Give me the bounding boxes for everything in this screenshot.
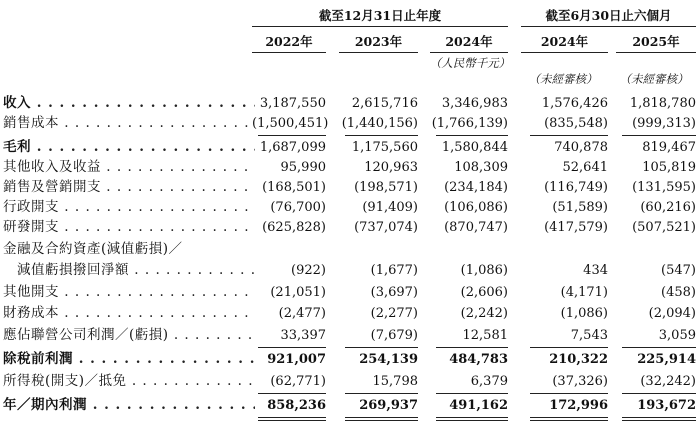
- cell-2024: 484,783: [449, 352, 508, 367]
- cell-2022: 3,187,550: [259, 96, 326, 111]
- year-2022: 2022年: [252, 32, 326, 53]
- row-label: 其他開支 . . .: [3, 283, 255, 302]
- total-double-rule: [622, 417, 696, 421]
- cell-h1-2025: (458): [661, 285, 696, 300]
- unaudited-note-2025: （未經審核）: [619, 72, 689, 86]
- cell-2023: 120,963: [364, 160, 418, 175]
- table-row-cost-of-sales: [0, 114, 700, 133]
- cell-h1-2024: 740,878: [554, 140, 608, 155]
- unaudited-note-2024: （未經審核）: [528, 72, 598, 86]
- row-label: 減值虧損撥回淨額 . . .: [3, 261, 255, 280]
- table-row-rnd-expenses: [0, 218, 700, 237]
- cell-h1-2024: 210,322: [549, 352, 608, 367]
- cell-h1-2024: 7,543: [570, 328, 608, 343]
- cell-h1-2024: 172,996: [549, 398, 608, 413]
- cell-2022: (76,700): [270, 200, 326, 215]
- cell-2022: 921,007: [267, 352, 326, 367]
- cell-h1-2024: 52,641: [562, 160, 608, 175]
- table-row-profit-before-tax: [0, 350, 700, 369]
- cell-h1-2024: (51,589): [552, 200, 608, 215]
- row-label: 其他收入及收益 . . .: [3, 158, 255, 177]
- row-label: 年／期內利潤 . . .: [3, 396, 255, 415]
- cell-2023: (7,679): [370, 328, 418, 343]
- cell-2022: (62,771): [270, 374, 326, 389]
- cell-h1-2025: 225,914: [637, 352, 696, 367]
- cell-h1-2024: (4,171): [560, 285, 608, 300]
- cell-h1-2025: (507,521): [632, 220, 696, 235]
- cell-2023: (737,074): [354, 220, 418, 235]
- subtotal-rule: [530, 393, 608, 394]
- cell-2022: (922): [291, 263, 326, 278]
- row-label: 銷售成本 . . .: [3, 114, 255, 133]
- cell-2024: 108,309: [454, 160, 508, 175]
- row-label: 毛利 . . .: [3, 138, 255, 157]
- subtotal-rule: [258, 347, 326, 348]
- table-row-other-expenses: [0, 283, 700, 302]
- cell-2023: (3,697): [370, 285, 418, 300]
- cell-2023: 254,139: [359, 352, 418, 367]
- subtotal-rule: [530, 135, 608, 136]
- table-row-profit-for-period: [0, 396, 700, 415]
- cell-2022: (21,051): [270, 285, 326, 300]
- cell-2022: (2,477): [278, 306, 326, 321]
- cell-2024: 3,346,983: [441, 96, 508, 111]
- period-2024: 2024年: [521, 32, 608, 53]
- table-row-impairment-net: [0, 261, 700, 280]
- cell-2022: (1,500,451): [252, 116, 329, 131]
- cell-2023: (1,440,156): [341, 116, 418, 131]
- cell-2023: 269,937: [359, 398, 418, 413]
- cell-2024: (1,766,139): [431, 116, 508, 131]
- cell-2023: (1,677): [370, 263, 418, 278]
- cell-2022: (625,828): [262, 220, 326, 235]
- subtotal-rule: [622, 347, 696, 348]
- table-row-income-tax: [0, 372, 700, 391]
- currency-note: （人民幣千元）: [429, 56, 511, 70]
- cell-h1-2024: (37,326): [552, 374, 608, 389]
- cell-2023: (91,409): [362, 200, 418, 215]
- cell-h1-2024: (116,749): [544, 180, 608, 195]
- table-row-impairment-heading: [0, 240, 700, 259]
- cell-2024: 491,162: [449, 398, 508, 413]
- subtotal-rule: [345, 347, 418, 348]
- table-row-selling-expenses: [0, 178, 700, 197]
- cell-h1-2025: 193,672: [637, 398, 696, 413]
- cell-2022: 33,397: [280, 328, 326, 343]
- total-double-rule: [345, 417, 418, 421]
- row-label: 應佔聯營公司利潤／(虧損) . . .: [3, 326, 255, 345]
- cell-2023: 15,798: [372, 374, 418, 389]
- cell-2022: 95,990: [280, 160, 326, 175]
- table-row-admin-expenses: [0, 198, 700, 217]
- cell-2022: (168,501): [262, 180, 326, 195]
- cell-h1-2025: (60,216): [640, 200, 696, 215]
- cell-h1-2025: 1,818,780: [629, 96, 696, 111]
- row-label: 銷售及營銷開支 . . .: [3, 178, 255, 197]
- cell-h1-2024: (835,548): [544, 116, 608, 131]
- subtotal-rule: [436, 347, 508, 348]
- cell-h1-2024: 1,576,426: [541, 96, 608, 111]
- cell-2024: (234,184): [444, 180, 508, 195]
- cell-2023: 2,615,716: [351, 96, 418, 111]
- row-label: 金融及合約資產(減值虧損)／: [3, 241, 183, 257]
- row-label: 收入 . . .: [3, 94, 255, 113]
- subtotal-rule: [436, 393, 508, 394]
- table-row-share-of-associates: [0, 326, 700, 345]
- row-label: 所得稅(開支)／抵免 . . .: [3, 372, 255, 391]
- cell-h1-2025: 3,059: [658, 328, 696, 343]
- cell-2024: (2,606): [460, 285, 508, 300]
- cell-h1-2025: 819,467: [642, 140, 696, 155]
- subtotal-rule: [530, 347, 608, 348]
- table-row-other-income: [0, 158, 700, 177]
- period-2025: 2025年: [616, 32, 696, 53]
- table-row-gross-profit: [0, 138, 700, 157]
- row-label: 財務成本 . . .: [3, 304, 255, 323]
- subtotal-rule: [345, 135, 418, 136]
- cell-2024: (1,086): [460, 263, 508, 278]
- header-six-months: 截至6月30日止六個月: [521, 6, 696, 27]
- cell-h1-2024: 434: [583, 263, 608, 278]
- subtotal-rule: [345, 393, 418, 394]
- cell-h1-2025: (999,313): [632, 116, 696, 131]
- total-double-rule: [258, 417, 326, 421]
- subtotal-rule: [622, 135, 696, 136]
- total-double-rule: [436, 417, 508, 421]
- cell-2024: 6,379: [470, 374, 508, 389]
- cell-2022: 1,687,099: [259, 140, 326, 155]
- subtotal-rule: [622, 393, 696, 394]
- cell-h1-2025: 105,819: [642, 160, 696, 175]
- cell-h1-2025: (32,242): [640, 374, 696, 389]
- row-label: 研發開支 . . .: [3, 218, 255, 237]
- cell-2023: 1,175,560: [351, 140, 418, 155]
- year-2024: 2024年: [430, 32, 508, 53]
- cell-2024: 12,581: [462, 328, 508, 343]
- cell-h1-2024: (417,579): [544, 220, 608, 235]
- cell-h1-2025: (131,595): [632, 180, 696, 195]
- table-row-revenue: [0, 94, 700, 113]
- cell-h1-2025: (2,094): [648, 306, 696, 321]
- subtotal-rule: [258, 135, 326, 136]
- year-2023: 2023年: [339, 32, 418, 53]
- row-label: 行政開支 . . .: [3, 198, 255, 217]
- cell-h1-2025: (547): [661, 263, 696, 278]
- cell-2023: (2,277): [370, 306, 418, 321]
- cell-2024: (870,747): [444, 220, 508, 235]
- row-label: 除稅前利潤 . . .: [3, 350, 255, 369]
- cell-2024: (2,242): [460, 306, 508, 321]
- subtotal-rule: [436, 135, 508, 136]
- table-row-finance-costs: [0, 304, 700, 323]
- cell-2024: (106,086): [444, 200, 508, 215]
- cell-h1-2024: (1,086): [560, 306, 608, 321]
- cell-2023: (198,571): [354, 180, 418, 195]
- cell-2024: 1,580,844: [441, 140, 508, 155]
- total-double-rule: [530, 417, 608, 421]
- header-fiscal-year: 截至12月31日止年度: [252, 6, 508, 27]
- subtotal-rule: [258, 393, 326, 394]
- cell-2022: 858,236: [267, 398, 326, 413]
